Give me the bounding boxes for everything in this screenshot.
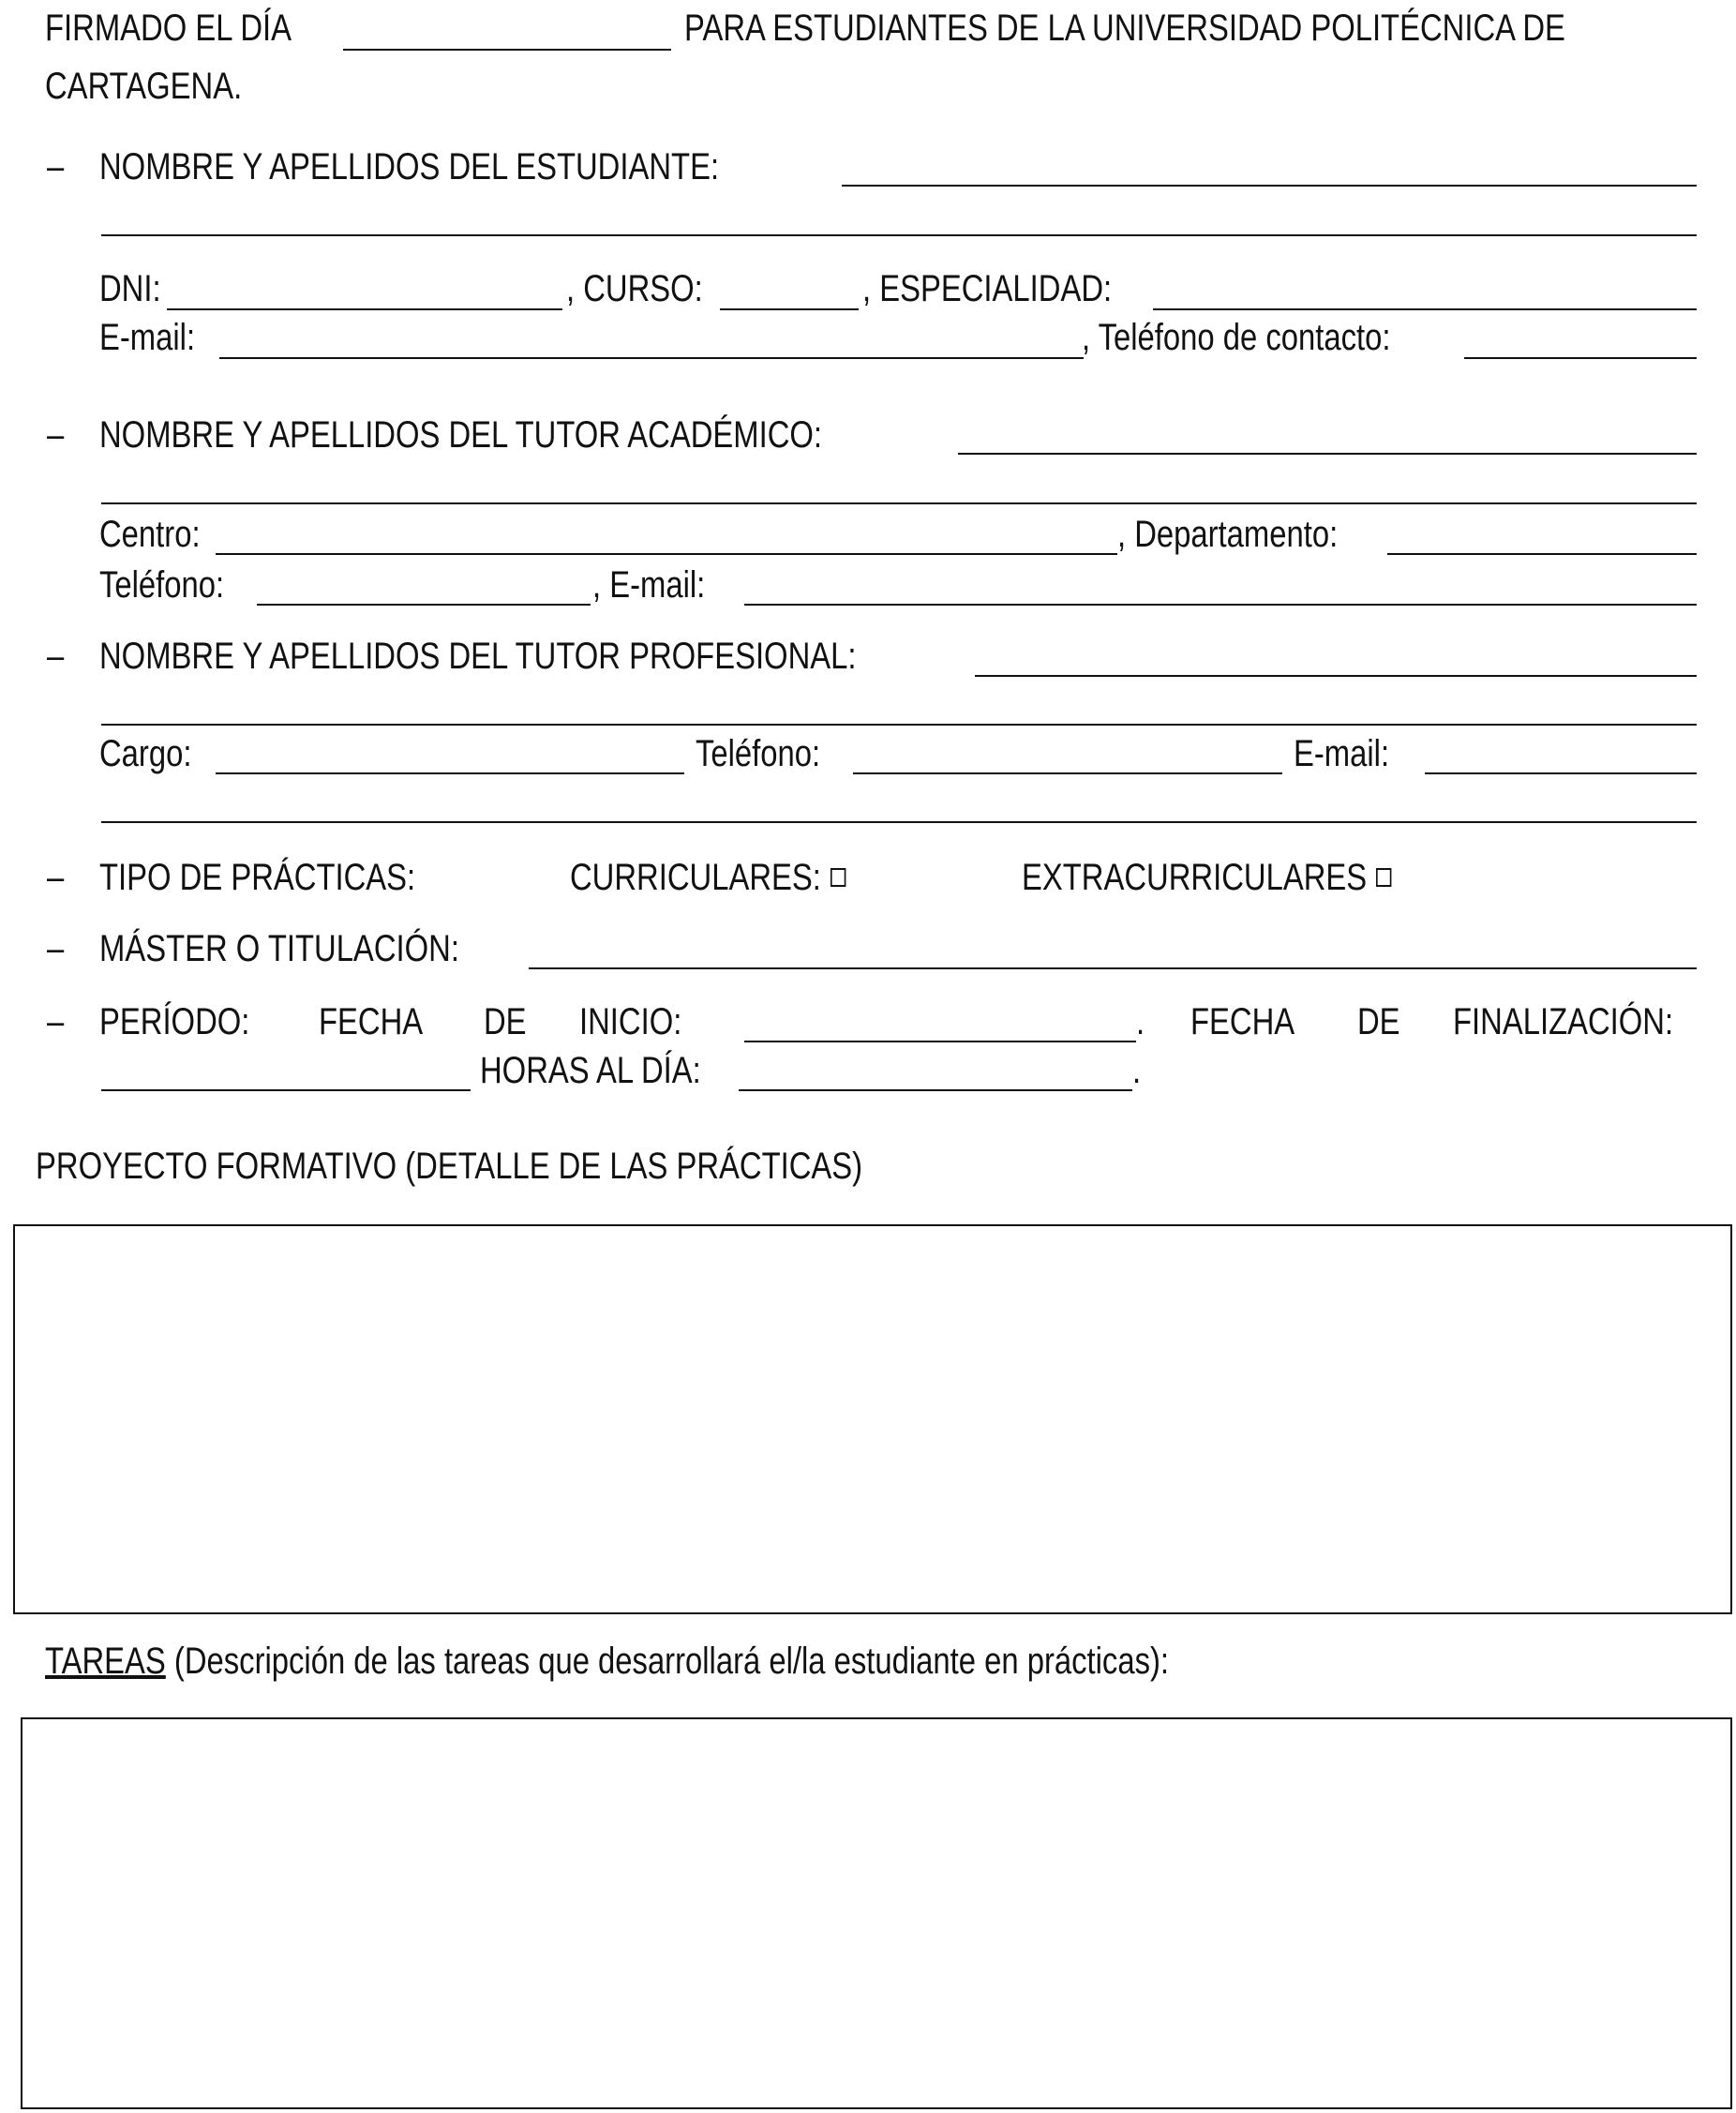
tasks-textarea[interactable]: [21, 1717, 1732, 2109]
fecha-firma-field[interactable]: [343, 49, 671, 51]
student-name-field[interactable]: [842, 185, 1697, 187]
bullet-dash: –: [47, 857, 65, 898]
student-email-label: E-mail:: [99, 317, 196, 358]
dni-label: DNI:: [99, 268, 161, 309]
fecha-label: FECHA: [319, 1001, 424, 1042]
especialidad-field[interactable]: [1153, 308, 1697, 310]
bullet-dash: –: [47, 414, 65, 456]
project-title: PROYECTO FORMATIVO (DETALLE DE LAS PRÁCTICAS): [36, 1146, 863, 1187]
dni-field[interactable]: [167, 308, 562, 310]
student-name-field-line2[interactable]: [101, 234, 1697, 236]
especialidad-label: , ESPECIALIDAD:: [862, 268, 1113, 309]
intro-universidad-label: PARA ESTUDIANTES DE LA UNIVERSIDAD POLITÉCNICA DE: [684, 7, 1565, 49]
extracurricular-option: [1022, 855, 1391, 900]
fecha-inicio-field[interactable]: [744, 1041, 1136, 1042]
academic-tutor-field-line2[interactable]: [101, 502, 1697, 504]
academic-telefono-label: Teléfono:: [99, 564, 225, 606]
professional-tutor-field[interactable]: [975, 675, 1697, 677]
horas-field[interactable]: [739, 1089, 1132, 1091]
degree-field[interactable]: [529, 967, 1697, 969]
academic-tutor-label: NOMBRE Y APELLIDOS DEL TUTOR ACADÉMICO:: [99, 414, 823, 456]
intro-firmado-label: FIRMADO EL DÍA: [45, 7, 292, 49]
academic-telefono-field[interactable]: [257, 604, 591, 606]
curso-label: , CURSO:: [566, 268, 703, 309]
bullet-dash: –: [47, 928, 65, 969]
fecha-label-2: FECHA: [1190, 1001, 1295, 1042]
student-name-label: NOMBRE Y APELLIDOS DEL ESTUDIANTE:: [99, 146, 720, 187]
bullet-dash: –: [47, 146, 65, 187]
centro-label: Centro:: [99, 514, 201, 555]
periodo-label: PERÍODO:: [99, 1001, 250, 1042]
professional-email-field[interactable]: [1425, 772, 1697, 774]
fecha-finalizacion-field[interactable]: [101, 1089, 471, 1091]
inicio-dot: .: [1136, 1001, 1145, 1042]
professional-extra-line[interactable]: [101, 821, 1697, 823]
professional-email-label: E-mail:: [1294, 733, 1390, 774]
student-email-field[interactable]: [219, 357, 1084, 359]
degree-label: MÁSTER O TITULACIÓN:: [99, 928, 459, 969]
intro-cartagena-label: CARTAGENA.: [45, 66, 243, 107]
project-textarea[interactable]: [13, 1224, 1732, 1614]
curso-field[interactable]: [720, 308, 859, 310]
academic-email-label: , E-mail:: [592, 564, 706, 606]
tasks-title-underlined: TAREAS: [45, 1641, 166, 1682]
cargo-field[interactable]: [216, 772, 684, 774]
horas-dot: .: [1132, 1050, 1142, 1091]
professional-tutor-label: NOMBRE Y APELLIDOS DEL TUTOR PROFESIONAL:: [99, 636, 857, 677]
tasks-title: [45, 1639, 1169, 1684]
departamento-field[interactable]: [1387, 553, 1697, 555]
departamento-label: , Departamento:: [1117, 514, 1339, 555]
professional-telefono-label: Teléfono:: [696, 733, 821, 774]
academic-tutor-field[interactable]: [958, 453, 1697, 455]
professional-telefono-field[interactable]: [853, 772, 1282, 774]
practice-type-label: TIPO DE PRÁCTICAS:: [99, 857, 416, 898]
bullet-dash: –: [47, 636, 65, 677]
de-label-2: DE: [1357, 1001, 1400, 1042]
horas-label: HORAS AL DÍA:: [480, 1050, 701, 1091]
extracurricular-checkbox[interactable]: [1376, 868, 1391, 887]
inicio-label: INICIO:: [579, 1001, 682, 1042]
student-telefono-label: , Teléfono de contacto:: [1082, 317, 1391, 358]
tasks-title-rest: (Descripción de las tareas que desarrollará el/la estudiante en prácticas):: [165, 1641, 1170, 1682]
centro-field[interactable]: [216, 553, 1117, 555]
professional-tutor-field-line2[interactable]: [101, 724, 1697, 726]
curricular-label: CURRICULARES:: [570, 857, 821, 898]
curricular-checkbox[interactable]: [831, 868, 846, 887]
de-label: DE: [484, 1001, 527, 1042]
bullet-dash: –: [47, 1001, 65, 1042]
academic-email-field[interactable]: [744, 604, 1697, 606]
finalizacion-label: FINALIZACIÓN:: [1453, 1001, 1674, 1042]
extracurricular-label: EXTRACURRICULARES: [1022, 857, 1368, 898]
curricular-option: [570, 855, 846, 900]
student-telefono-field[interactable]: [1464, 357, 1697, 359]
cargo-label: Cargo:: [99, 733, 192, 774]
